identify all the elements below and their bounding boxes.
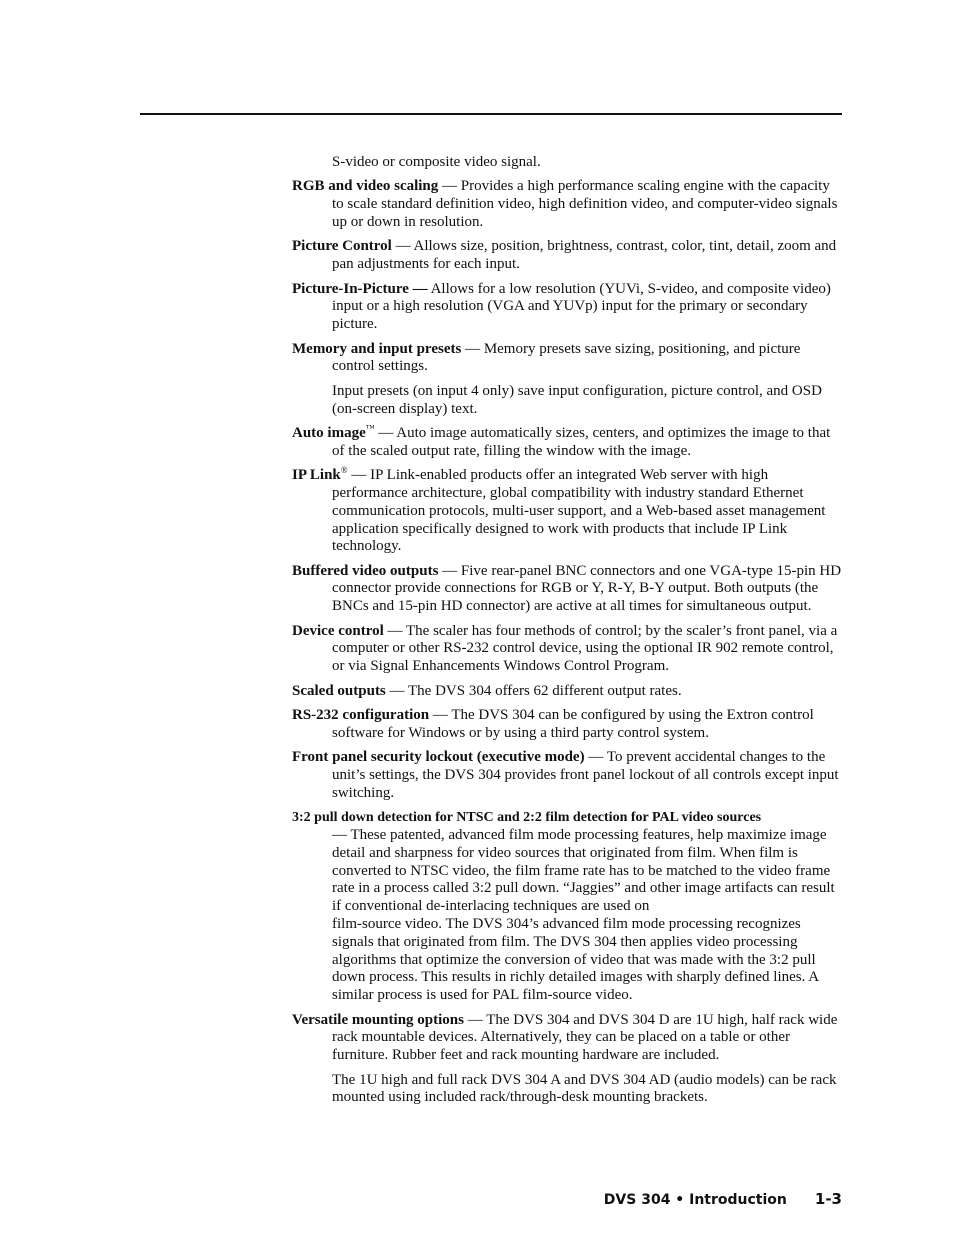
feature-desc: — The scaler has four methods of control; by the scaler’s front panel, via a computer or other RS-232 control device, using the optional IR 902 remote control, or via Signal Enhancements Windows Control Program. [332,622,838,675]
page-footer [560,1190,842,1208]
feature-desc-continued: film-source video. The DVS 304’s advanced film mode processing recognizes signals that originated from film. The DVS 304 then applies video processing algorithms that optimize the conversion of video that was made with the 3:2 pull down process. This results in richly detailed images with sharply defined lines. A similar process is used for PAL film-source video. [332,916,819,1004]
feature-term: IP Link [292,467,341,484]
feature-term: Picture Control [292,238,392,255]
feature-desc: Allows for a low resolution (YUVi, S-video, and composite video) input or a high resolution (VGA and YUVp) input for the primary or secondary picture. [332,280,831,333]
feature-term: Scaled outputs [292,682,386,699]
feature-security-lockout [292,749,844,802]
feature-desc: — IP Link-enabled products offer an integrated Web server with high performance architecture, global compatibility with industry standard Ethernet communication protocols, multi-user support, and a Web-based asset management application specifically designed to work with products that include IP Link technology. [332,467,826,555]
header-rule [140,113,842,115]
feature-mounting-options [292,1012,844,1065]
feature-term: Buffered video outputs [292,562,439,579]
mounting-paragraph: The 1U high and full rack DVS 304 A and DVS 304 AD (audio models) can be rack mounted using included rack/through-desk mounting brackets. [332,1071,837,1106]
feature-term: Auto image [292,424,366,441]
feature-pull-down-detection [292,809,844,1005]
continued-text: S-video or composite video signal. [332,154,541,170]
feature-list [292,154,844,1114]
feature-picture-in-picture [292,281,844,334]
feature-desc: — Allows size, position, brightness, contrast, color, tint, detail, zoom and pan adjustments for each input. [332,238,837,273]
trademark-mark: ™ [365,422,375,433]
feature-term: Picture-In-Picture — [292,280,428,297]
feature-term: 3:2 pull down detection for NTSC and 2:2 film detection for PAL video sources [292,810,762,826]
feature-rgb-scaling [292,178,844,231]
page-number: 1-3 [814,1190,842,1208]
feature-desc: — To prevent accidental changes to the unit’s settings, the DVS 304 provides front panel lockout of all controls except input switching. [332,749,839,801]
feature-desc: — The DVS 304 can be configured by using the Extron control software for Windows or by using a third party control system. [332,707,814,741]
feature-desc: — The DVS 304 offers 62 different output rates. [385,682,682,699]
feature-desc: — Memory presets save sizing, positioning, and picture control settings. [332,340,801,375]
feature-ip-link [292,467,844,556]
feature-desc: — Provides a high performance scaling engine with the capacity to scale standard definition video, high definition video, and computer-video signals up or down in resolution. [332,178,838,230]
feature-term: Front panel security lockout (executive mode) [292,749,585,766]
feature-term: Memory and input presets [292,340,462,357]
feature-memory-presets [292,341,844,377]
feature-buffered-outputs [292,563,844,616]
feature-auto-image [292,422,844,461]
feature-device-control [292,623,844,676]
registered-mark: ® [340,465,348,476]
feature-term: Device control [292,622,384,639]
feature-term: RS-232 configuration [292,707,430,724]
feature-desc: — The DVS 304 and DVS 304 D are 1U high, half rack wide rack mountable devices. Alternatively, they can be placed on a table or other furniture. Rubber feet and rack mounting hardware are included. [332,1011,838,1064]
feature-picture-control [292,238,844,274]
feature-desc: — Auto image automatically sizes, centers, and optimizes the image to that of the scaled output rate, filling the window with the image. [332,424,831,459]
feature-scaled-outputs [292,683,844,701]
feature-desc: — Five rear-panel BNC connectors and one VGA-type 15-pin HD connector provide connections for RGB or Y, R-Y, B-Y output. Both outputs (the BNCs and 15-pin HD connector) are active at all times for simultaneous output. [332,562,842,615]
feature-term: RGB and video scaling [292,178,439,195]
input-presets-paragraph: Input presets (on input 4 only) save input configuration, picture control, and OSD (on-screen display) text. [332,382,822,417]
feature-desc: — These patented, advanced film mode processing features, help maximize image detail and sharpness for video sources that originated from film. When film is converted to NTSC video, the film frame rate has to be matched to the video frame rate in a process called 3:2 pull down. “Jaggies” and other image artifacts can result if conventional de-interlacing techniques are used on [332,827,835,915]
feature-rs232-configuration [292,707,844,743]
footer-title: DVS 304 • Introduction [603,1192,787,1208]
feature-term: Versatile mounting options [292,1011,464,1028]
